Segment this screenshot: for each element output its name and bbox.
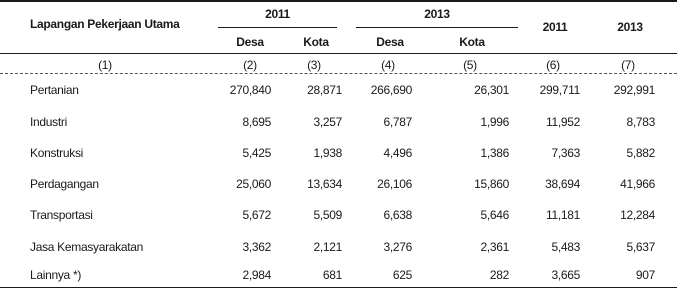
cell-value: 299,711 <box>539 83 580 97</box>
cell-value: 11,181 <box>545 208 580 222</box>
cell-value: 8,783 <box>626 115 655 129</box>
header-group-rule-2011 <box>218 27 337 28</box>
cell-value: 4,496 <box>383 146 412 160</box>
cell-value: 41,966 <box>620 177 655 191</box>
cell-value: 625 <box>392 268 412 282</box>
cell-value: 13,634 <box>307 177 342 191</box>
cell-value: 12,284 <box>620 208 655 222</box>
row-label: Jasa Kemasyarakatan <box>30 240 144 254</box>
cell-value: 6,787 <box>383 115 412 129</box>
subheader-desa-2013: Desa <box>376 35 404 49</box>
cell-value: 282 <box>489 268 509 282</box>
cell-value: 270,840 <box>229 83 271 97</box>
cell-value: 3,257 <box>313 115 342 129</box>
cell-value: 5,646 <box>480 208 509 222</box>
row-label: Perdagangan <box>30 177 99 191</box>
cell-value: 38,694 <box>545 177 580 191</box>
cell-value: 1,938 <box>313 146 342 160</box>
cell-value: 292,991 <box>613 83 655 97</box>
col-number-6: (6) <box>546 58 560 72</box>
col-number-5: (5) <box>463 58 477 72</box>
col-number-3: (3) <box>307 58 321 72</box>
cell-value: 5,425 <box>242 146 271 160</box>
cell-value: 907 <box>635 268 655 282</box>
cell-value: 26,301 <box>474 83 509 97</box>
row-label: Industri <box>30 115 67 129</box>
table-bottom-rule <box>0 287 677 288</box>
cell-value: 28,871 <box>307 83 342 97</box>
header-group-rule-2013 <box>356 27 518 28</box>
cell-value: 2,984 <box>242 268 271 282</box>
year-header-2013: 2013 <box>424 7 450 21</box>
col-number-4: (4) <box>381 58 395 72</box>
cell-value: 681 <box>322 268 342 282</box>
column-number-rule <box>0 73 677 74</box>
row-label: Pertanian <box>30 83 79 97</box>
cell-value: 1,386 <box>480 146 509 160</box>
cell-value: 1,996 <box>480 115 509 129</box>
cell-value: 3,665 <box>551 268 580 282</box>
row-label: Lainnya *) <box>30 268 82 282</box>
cell-value: 5,637 <box>626 240 655 254</box>
cell-value: 5,672 <box>242 208 271 222</box>
table-top-rule <box>0 0 677 2</box>
header-bottom-rule <box>0 53 677 54</box>
year-header-2011: 2011 <box>265 7 290 21</box>
cell-value: 3,362 <box>242 240 271 254</box>
cell-value: 5,483 <box>551 240 580 254</box>
cell-value: 2,361 <box>480 240 509 254</box>
row-label: Transportasi <box>30 208 93 222</box>
cell-value: 25,060 <box>236 177 271 191</box>
cell-value: 7,363 <box>551 146 580 160</box>
cell-value: 6,638 <box>383 208 412 222</box>
cell-value: 11,952 <box>545 115 580 129</box>
total-header-2013: 2013 <box>617 20 643 34</box>
subheader-kota-2013: Kota <box>459 35 485 49</box>
col-number-1: (1) <box>98 58 112 72</box>
subheader-desa-2011: Desa <box>236 35 264 49</box>
cell-value: 3,276 <box>383 240 412 254</box>
row-label-header: Lapangan Pekerjaan Utama <box>30 17 180 31</box>
cell-value: 8,695 <box>242 115 271 129</box>
cell-value: 5,509 <box>313 208 342 222</box>
cell-value: 5,882 <box>626 146 655 160</box>
col-number-2: (2) <box>243 58 257 72</box>
cell-value: 26,106 <box>377 177 412 191</box>
total-header-2011: 2011 <box>542 20 568 34</box>
cell-value: 2,121 <box>313 240 342 254</box>
subheader-kota-2011: Kota <box>303 35 329 49</box>
cell-value: 266,690 <box>370 83 412 97</box>
cell-value: 15,860 <box>474 177 509 191</box>
col-number-7: (7) <box>621 58 635 72</box>
row-label: Konstruksi <box>30 146 84 160</box>
